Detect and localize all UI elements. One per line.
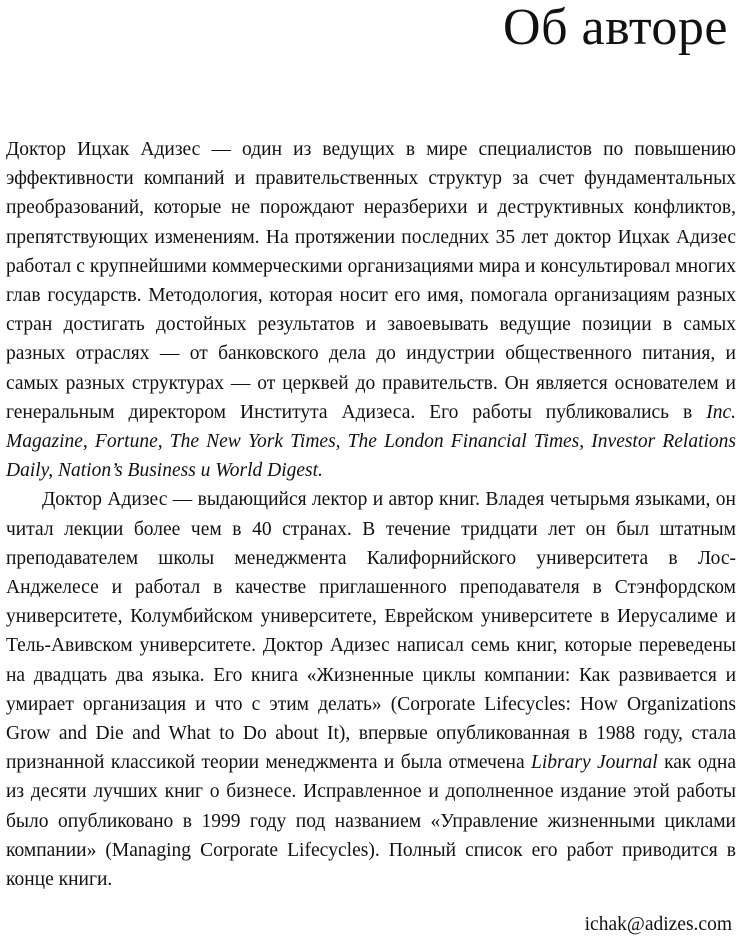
paragraph-1-publications: Inc. Magazine, Fortune, The New York Times, The London Financial Times, Investor Relations Daily, Nation’s Business и World Digest. (6, 401, 736, 482)
paragraph-2-text-b: как одна из десяти лучших книг о бизнесе. Исправленное и дополненное издание этой работы было опубликовано в 1999 году под названием «Управление жизненными циклами компании» (Managing Corporate Lifecycles). Полный список его работ приводится в конце книги. (6, 752, 736, 891)
body-text (6, 135, 736, 894)
paragraph-1 (6, 135, 736, 485)
paragraph-2-library-journal: Library Journal (531, 752, 658, 774)
paragraph-2 (6, 485, 736, 894)
page-title: Об авторе (503, 0, 728, 56)
paragraph-1-text: Доктор Ицхак Адизес — один из ведущих в мире специалистов по повышению эффективности компаний и правительственных структур за счет фундаментальных преобразований, которые не порождают неразберихи и деструктивных конфликтов, препятствующих изменениям. На протяжении последних 35 лет доктор Ицхак Адизес работал с крупнейшими коммерческими организациями мира и консультировал многих глав государств. Методология, которая носит его имя, помогала организациям разных стран достигать достойных результатов и завоевывать ведущие позиции в самых разных отраслях — от банковского дела до индустрии общественного питания, и самых разных структурах — от церквей до правительств. Он является основателем и генеральным директором Института Адизеса. Его работы публиковались в (6, 139, 736, 423)
author-email: ichak@adizes.com (584, 914, 732, 935)
paragraph-2-text-a: Доктор Адизес — выдающийся лектор и автор книг. Владея четырьмя языками, он читал лекции более чем в 40 странах. В течение тридцати лет он был штатным преподавателем школы менеджмента Калифорнийского университета в Лос-Анджелесе и работал в качестве приглашенного преподавателя в Стэнфордском университете, Колумбийском университете, Еврейском университете в Иерусалиме и Тель-Авивском университете. Доктор Адизес написал семь книг, которые переведены на двадцать два языка. Его книга «Жизненные циклы компании: Как развивается и умирает организация и что с этим делать» (Corporate Lifecycles: How Organizations Grow and Die and What to Do about It), впервые опубликованная в 1988 году, стала признанной классикой теории менеджмента и была отмечена (6, 489, 736, 774)
